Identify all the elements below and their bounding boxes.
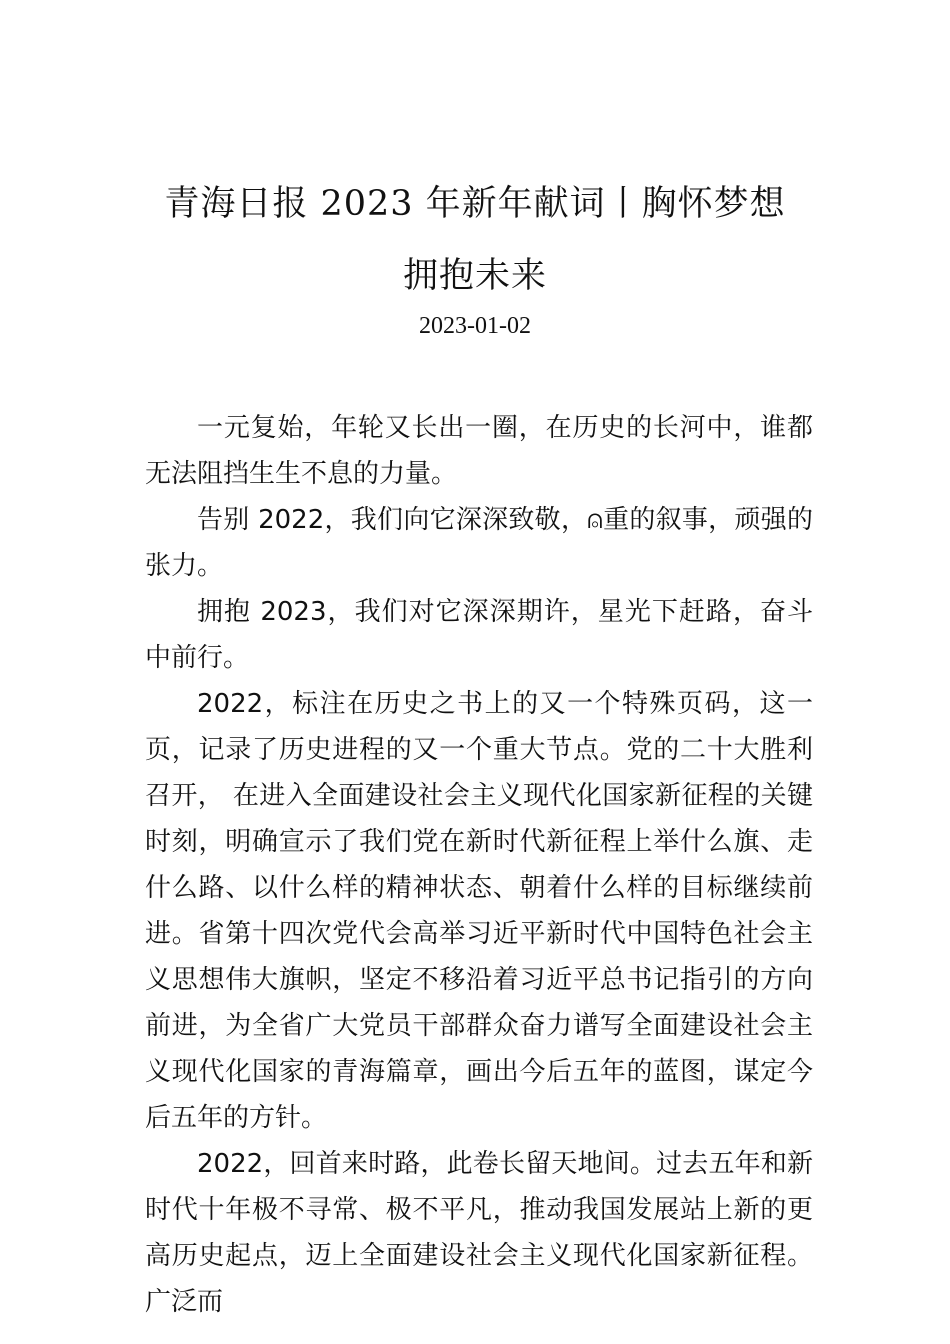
paragraph: 一元复始，年轮又长出一圈，在历史的长河中，谁都无法阻挡生生不息的力量。 [145, 413, 813, 489]
paragraph: 告别 2022，我们向它深深致敬，⍝重的叙事，顽强的张力。 [145, 505, 813, 581]
paragraph: 拥抱 2023，我们对它深深期许，星光下赶路，奋斗中前行。 [145, 597, 813, 673]
publish-date: 2023-01-02 [419, 313, 531, 339]
article-body [145, 405, 813, 1325]
document-title: 青海日报 2023 年新年献词丨胸怀梦想 拥抱未来 [164, 184, 786, 296]
paragraph: 2022，标注在历史之书上的又一个特殊页码，这一页，记录了历史进程的又一个重大节点。党的二十大胜利召开， 在进入全面建设社会主义现代化国家新征程的关键时刻，明确宣示了我们党在新时代新征程上举什么旗、走什么路、以什么样的精神状态、朝着什么样的目标继续前进。省第十四次党代会高举习近平新时代中国特色社会主义思想伟大旗帜，坚定不移沿着习近平总书记指引的方向前进，为全省广大党员干部群众奋力谱写全面建设社会主义现代化国家的青海篇章，画出今后五年的蓝图，谋定今后五年的方针。 [145, 689, 813, 1133]
paragraph: 2022，回首来时路，此卷长留天地间。过去五年和新时代十年极不寻常、极不平凡，推动我国发展站上新的更高历史起点，迈上全面建设社会主义现代化国家新征程。广泛而 [145, 1149, 813, 1317]
